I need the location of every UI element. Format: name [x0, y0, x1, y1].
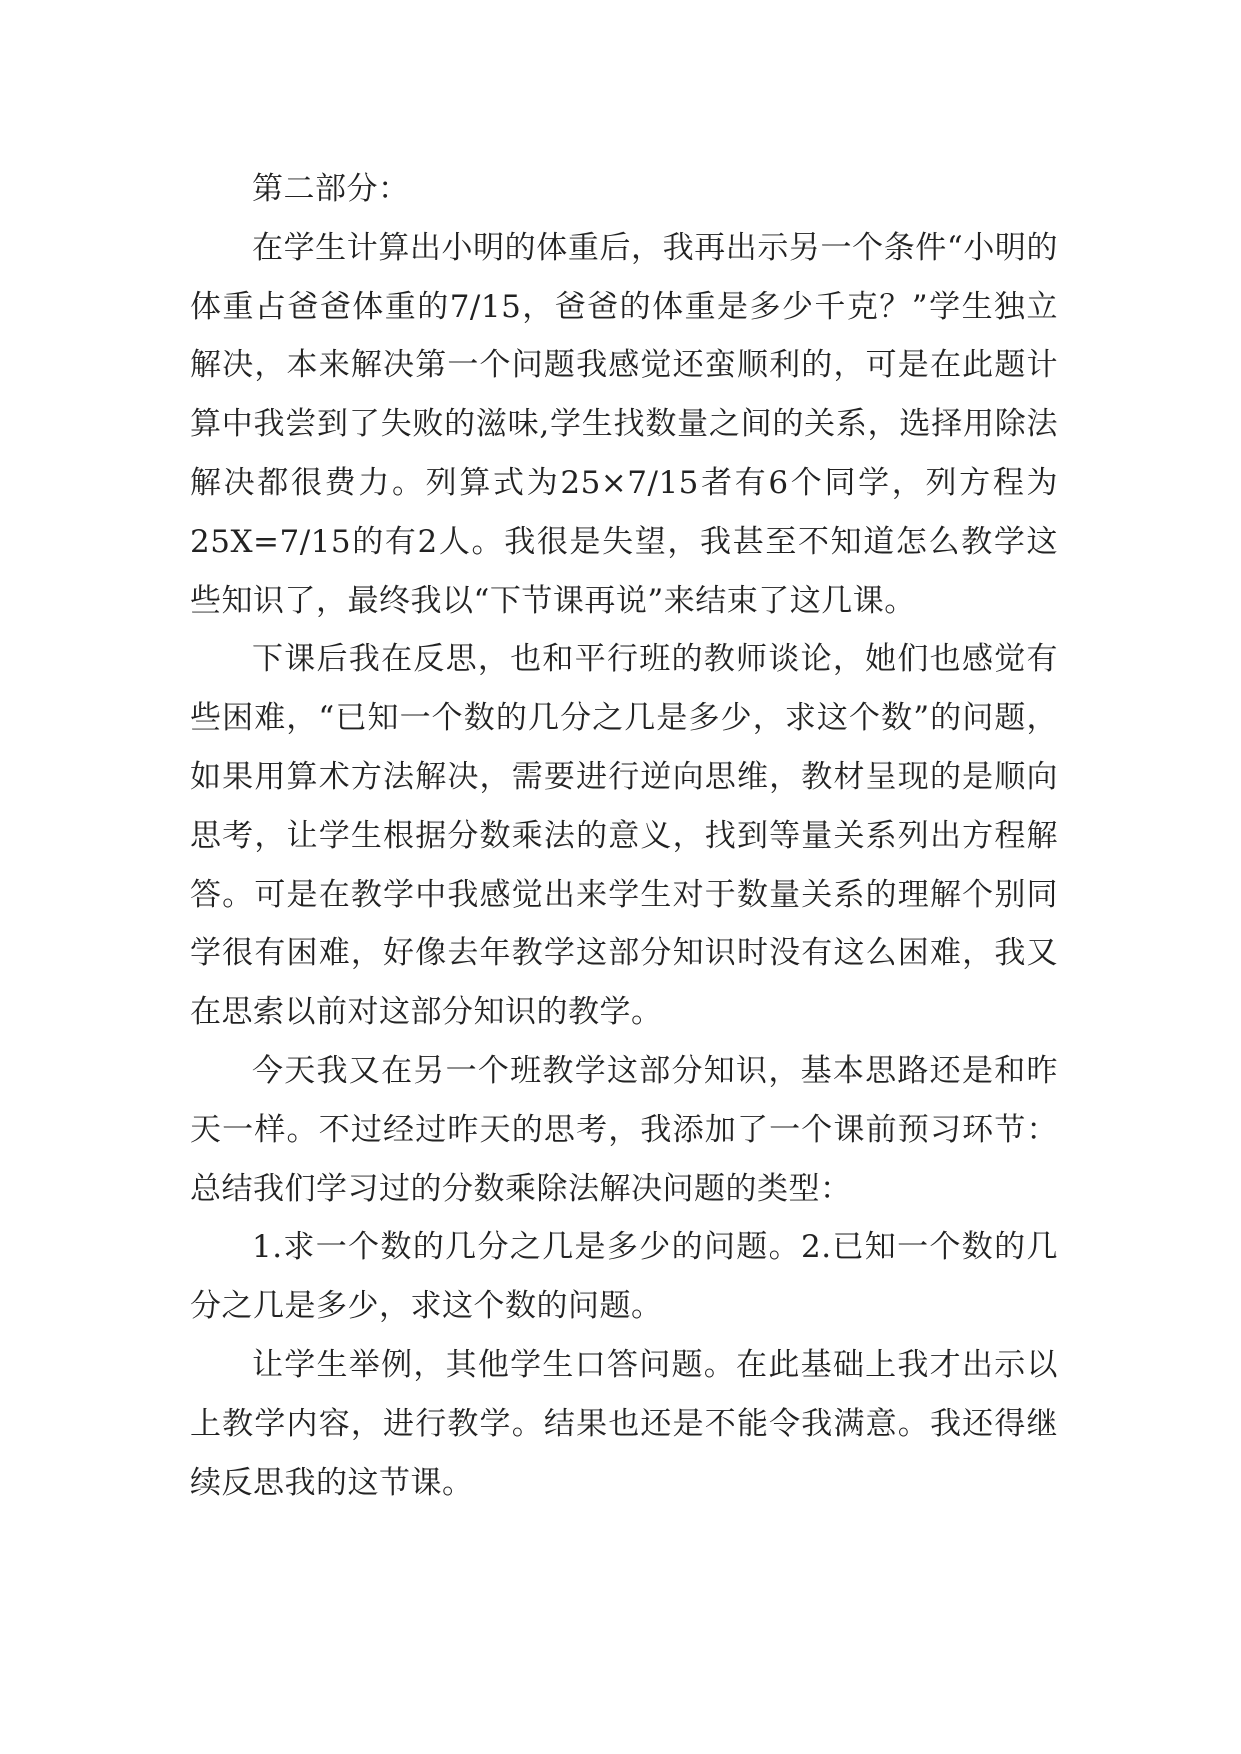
paragraph: 下课后我在反思，也和平行班的教师谈论，她们也感觉有些困难，“已知一个数的几分之几是多少，求这个数”的问题，如果用算术方法解决，需要进行逆向思维，教材呈现的是顺向思考，让学生根据分数乘法的意义，找到等量关系列出方程解答。可是在教学中我感觉出来学生对于数量关系的理解个别同学很有困难，好像去年教学这部分知识时没有这么困难，我又在思索以前对这部分知识的教学。: [190, 641, 1058, 1031]
paragraph: 让学生举例，其他学生口答问题。在此基础上我才出示以上教学内容，进行教学。结果也还是不能令我满意。我还得继续反思我的这节课。: [190, 1346, 1058, 1501]
paragraph: 在学生计算出小明的体重后，我再出示另一个条件“小明的体重占爸爸体重的7/15，爸爸的体重是多少千克？”学生独立解决，本来解决第一个问题我感觉还蛮顺利的，可是在此题计算中我尝到了失败的滋味,学生找数量之间的关系，选择用除法解决都很费力。列算式为25×7/15者有6个同学，列方程为25X=7/15的有2人。我很是失望，我甚至不知道怎么教学这些知识了，最终我以“下节课再说”来结束了这几课。: [190, 229, 1058, 619]
document-body: [190, 160, 1058, 1512]
paragraph: 今天我又在另一个班教学这部分知识，基本思路还是和昨天一样。不过经过昨天的思考，我添加了一个课前预习环节：总结我们学习过的分数乘除法解决问题的类型：: [190, 1052, 1058, 1207]
paragraph-heading: 第二部分：: [252, 171, 410, 207]
paragraph: 1.求一个数的几分之几是多少的问题。2.已知一个数的几分之几是多少，求这个数的问题。: [190, 1229, 1058, 1325]
